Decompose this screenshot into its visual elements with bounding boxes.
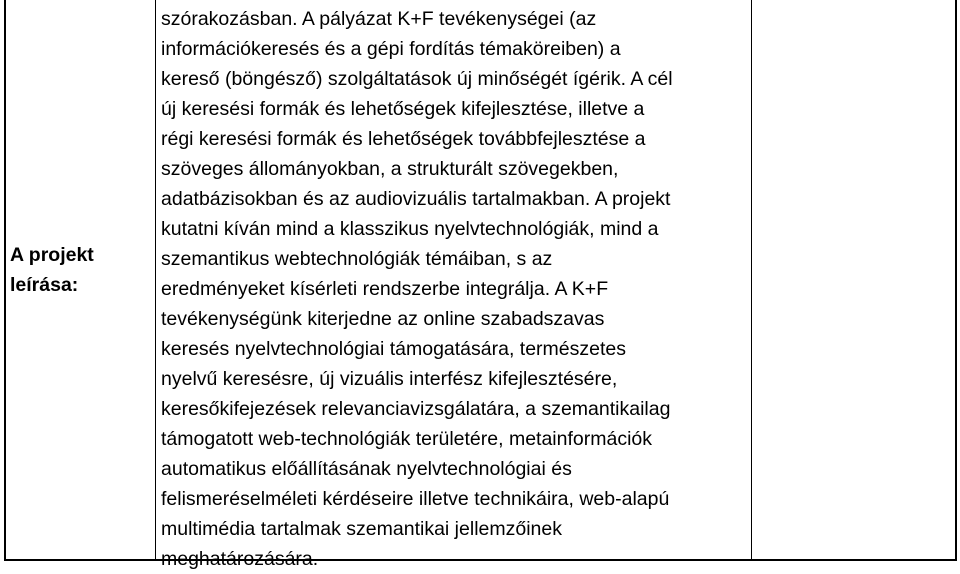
description-line-9: szemantikus webtechnológiák témáiban, s az <box>161 248 553 270</box>
description-line-4: új keresési formák és lehetőségek kifejlesztése, illetve a <box>161 98 645 120</box>
description-line-8: kutatni kíván mind a klasszikus nyelvtechnológiák, mind a <box>161 218 659 240</box>
label-cell <box>6 0 156 559</box>
empty-cell <box>752 0 955 559</box>
description-line-1: szórakozásban. A pályázat K+F tevékenységei (az <box>161 8 597 30</box>
description-line-7: adatbázisokban és az audiovizuális tartalmakban. A projekt <box>161 188 671 210</box>
description-line-18: multimédia tartalmak szemantikai jellemzőinek <box>161 518 562 540</box>
label-text: A projekt leírása: <box>10 243 94 296</box>
description-line-5: régi keresési formák és lehetőségek továbbfejlesztése a <box>161 128 646 150</box>
description-line-17: felismeréselméleti kérdéseire illetve technikáira, web-alapú <box>161 488 670 510</box>
description-line-10: eredményeket kísérleti rendszerbe integrálja. A K+F <box>161 278 609 300</box>
description-line-6: szöveges állományokban, a strukturált szövegekben, <box>161 158 619 180</box>
description-cell <box>156 0 752 570</box>
description-line-14: keresőkifejezések relevanciavizsgálatára, a szemantikailag <box>161 398 671 420</box>
description-line-3: kereső (böngésző) szolgáltatások új minőségét ígérik. A cél <box>161 68 673 90</box>
description-line-19: meghatározására. <box>161 548 319 570</box>
description-line-11: tevékenységünk kiterjedne az online szabadszavas <box>161 308 605 330</box>
description-line-15: támogatott web-technológiák területére, metainformációk <box>161 428 653 450</box>
description-line-2: információkeresés és a gépi fordítás témaköreiben) a <box>161 38 621 60</box>
project-table <box>4 0 957 570</box>
description-line-12: keresés nyelvtechnológiai támogatására, természetes <box>161 338 626 360</box>
description-line-13: nyelvű keresésre, új vizuális interfész kifejlesztésére, <box>161 368 618 390</box>
description-line-16: automatikus előállításának nyelvtechnológiai és <box>161 458 572 480</box>
